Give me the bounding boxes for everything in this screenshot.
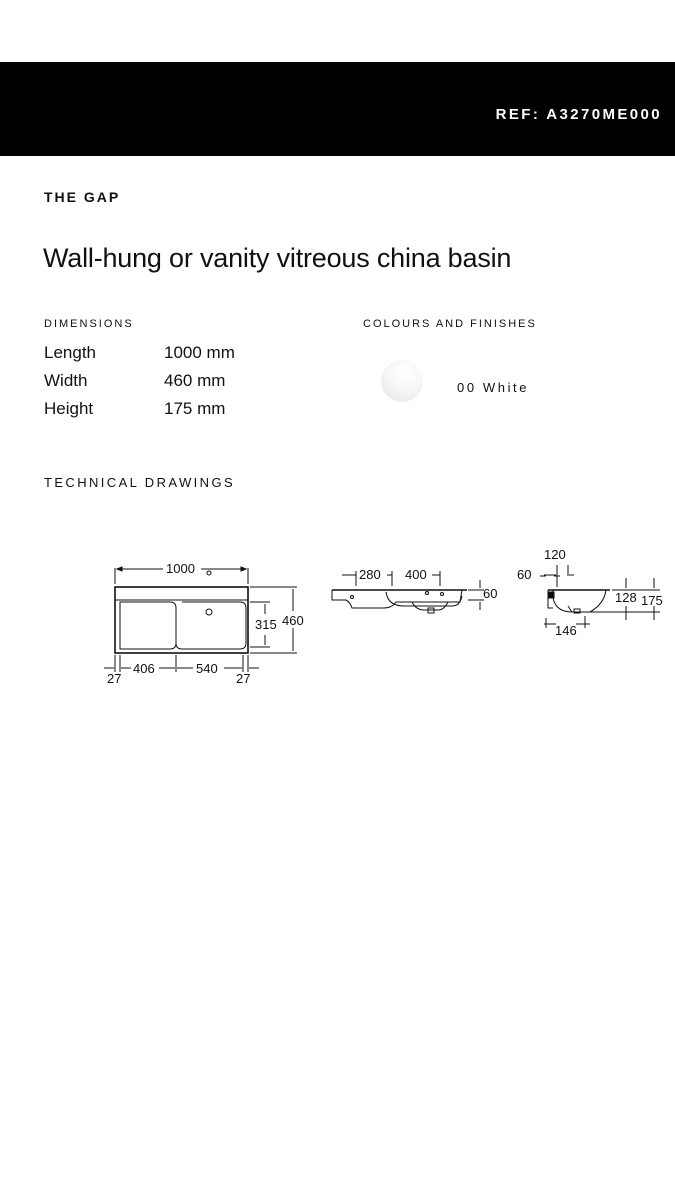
technical-drawings xyxy=(0,540,675,700)
top-view-edge-left-label: 27 xyxy=(107,671,122,686)
front-view-spacing-label: 400 xyxy=(405,567,427,582)
product-reference: REF: A3270ME000 xyxy=(495,106,662,123)
dimension-value: 460 mm xyxy=(164,371,226,390)
side-view-inner-height-label: 128 xyxy=(615,590,637,605)
technical-drawings-heading: TECHNICAL DRAWINGS xyxy=(44,475,236,490)
top-view-length-label: 1000 xyxy=(166,561,195,576)
side-view-bottom-label: 146 xyxy=(555,623,577,638)
side-view-top-label: 120 xyxy=(544,547,566,562)
top-view-left-label: 406 xyxy=(133,661,155,676)
finish-label-white: 00 White xyxy=(457,380,530,395)
header-bar xyxy=(0,62,675,156)
top-view-width-label: 460 xyxy=(282,613,304,628)
dimension-key: Length xyxy=(44,343,96,362)
dimension-value: 1000 mm xyxy=(164,343,235,362)
dimensions-heading: DIMENSIONS xyxy=(44,318,134,330)
dimension-key: Width xyxy=(44,371,88,390)
front-view-offset-label: 280 xyxy=(359,567,381,582)
front-view-depth-label: 60 xyxy=(483,586,498,601)
side-view-height-label: 175 xyxy=(641,593,663,608)
collection-name: THE GAP xyxy=(44,189,121,205)
side-view-wall-label: 60 xyxy=(517,567,532,582)
top-view-edge-right-label: 27 xyxy=(236,671,251,686)
product-title: Wall-hung or vanity vitreous china basin xyxy=(43,243,512,273)
dimension-key: Height xyxy=(44,399,94,418)
finish-swatch-white[interactable] xyxy=(381,360,423,402)
dimension-value: 175 mm xyxy=(164,399,226,418)
top-view-right-label: 540 xyxy=(196,661,218,676)
finishes-heading: COLOURS AND FINISHES xyxy=(363,318,537,330)
top-view-inner-width-label: 315 xyxy=(255,617,277,632)
